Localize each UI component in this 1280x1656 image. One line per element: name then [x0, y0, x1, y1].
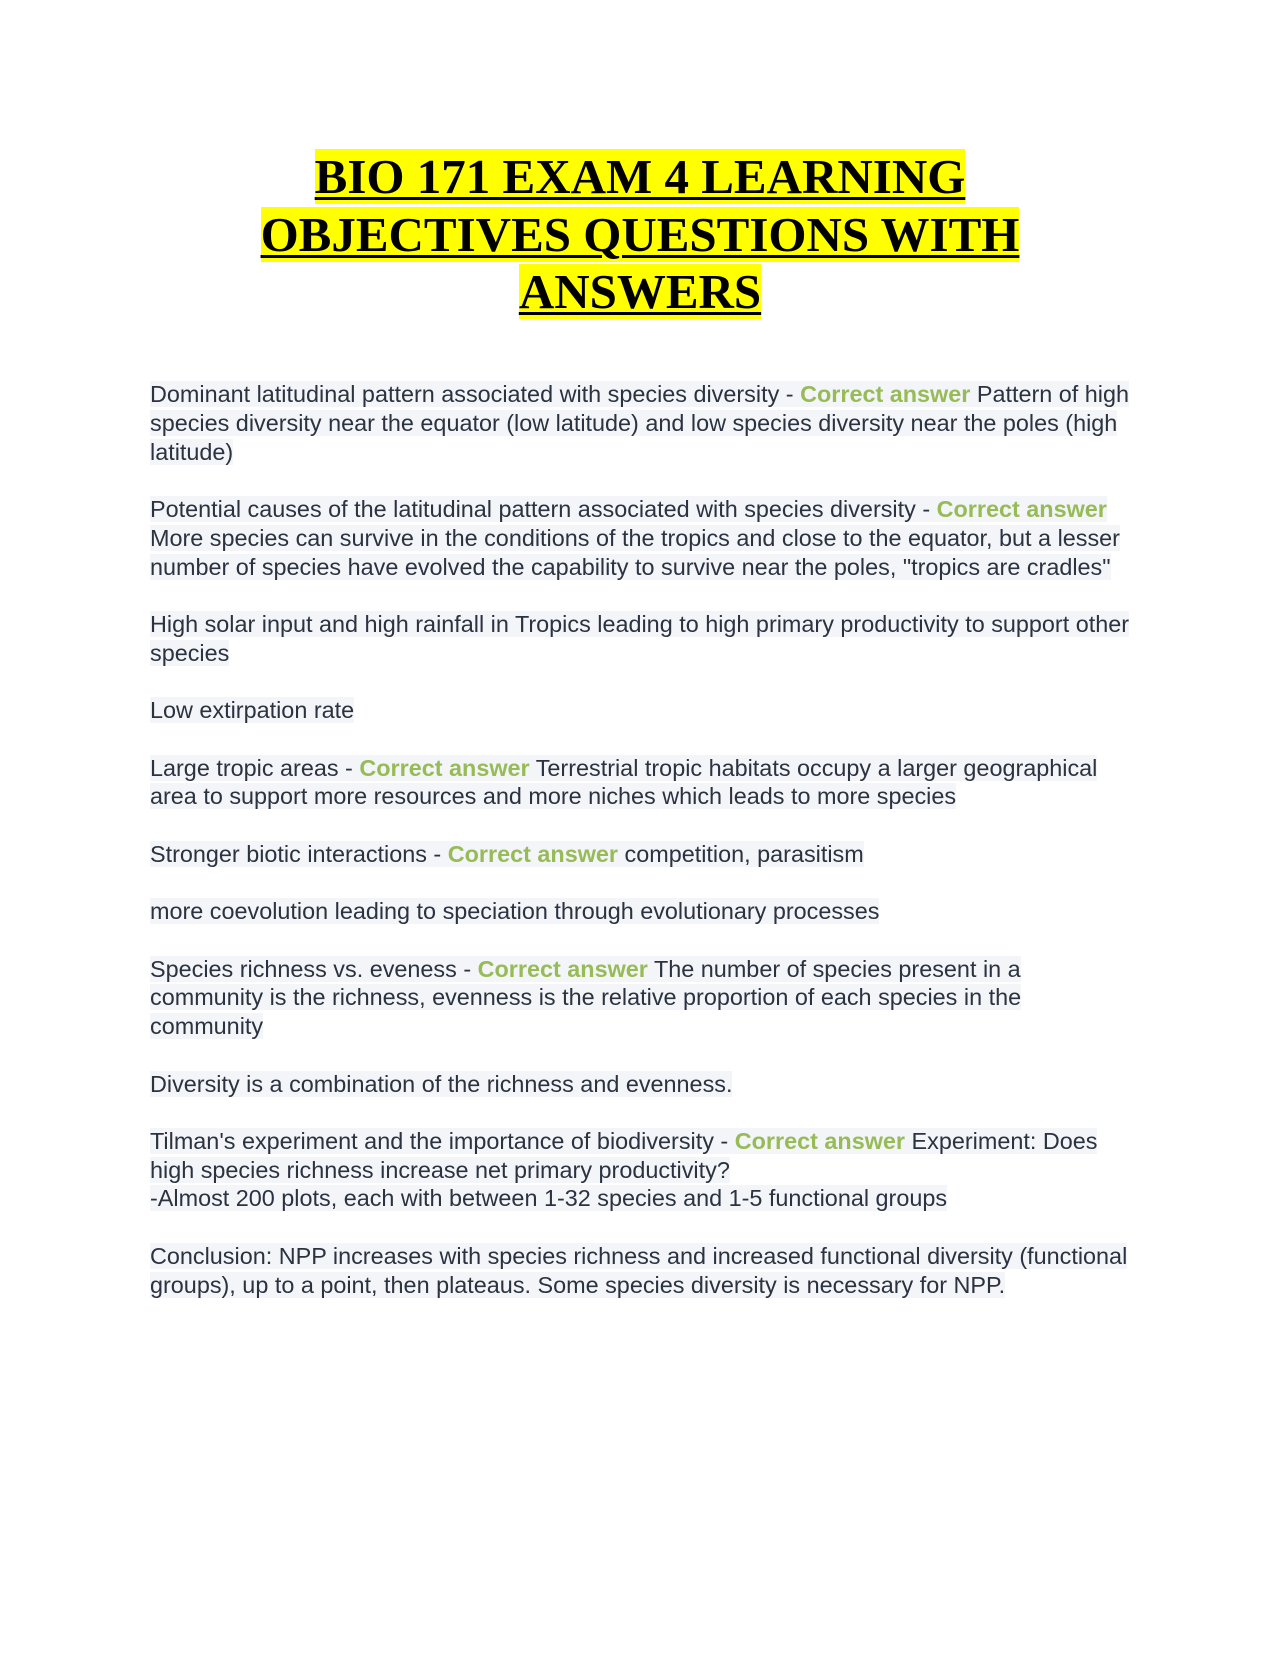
title-line-3: ANSWERS [518, 264, 762, 319]
answer-text: The number of species present in a community is the richness, evenness is the relative proportion of each species in the community [150, 955, 1022, 1040]
note-text: more coevolution leading to speciation through evolutionary processes [150, 898, 880, 925]
title-line-1: BIO 171 EXAM 4 LEARNING [314, 149, 966, 204]
answer-text: Experiment: Does high species richness increase net primary productivity? [150, 1127, 1098, 1183]
question-text: Large tropic areas - [150, 754, 360, 781]
correct-answer-label: Correct answer [447, 840, 619, 867]
qa-entry-tilman-experiment [150, 1127, 1140, 1213]
note-text: Diversity is a combination of the richness and evenness. [150, 1070, 733, 1097]
question-text: Species richness vs. eveness - [150, 955, 478, 982]
qa-entry-biotic-interactions [150, 840, 1140, 869]
answer-text: competition, parasitism [618, 840, 864, 867]
correct-answer-label: Correct answer [477, 955, 648, 982]
correct-answer-label: Correct answer [936, 495, 1107, 522]
note-text: Conclusion: NPP increases with species richness and increased functional diversity (functional groups), up to a point, then plateaus. Some species diversity is necessary for NPP. [150, 1242, 1128, 1298]
qa-entry-large-tropic-areas [150, 754, 1140, 812]
answer-text: Pattern of high species diversity near the equator (low latitude) and low species diversity near the poles (high latitude) [150, 381, 1130, 465]
qa-entry-latitudinal-pattern [150, 380, 1140, 466]
note-diversity-definition [150, 1070, 1140, 1099]
note-text: Low extirpation rate [150, 697, 355, 724]
question-text: Dominant latitudinal pattern associated with species diversity - [150, 381, 801, 407]
note-solar-input [150, 610, 1140, 668]
question-text: Tilman's experiment and the importance of biodiversity - [150, 1127, 735, 1154]
answer-text: More species can survive in the conditions of the tropics and close to the equator, but a lesser number of species have evolved the capability to survive near the poles, "tropics are cradles" [150, 524, 1120, 580]
note-coevolution [150, 897, 1140, 926]
correct-answer-label: Correct answer [734, 1127, 906, 1154]
answer-text-line-2: -Almost 200 plots, each with between 1-32 species and 1-5 functional groups [150, 1185, 948, 1212]
title-line-2: OBJECTIVES QUESTIONS WITH [260, 206, 1020, 262]
answer-text: Terrestrial tropic habitats occupy a larger geographical area to support more resources and more niches which leads to more species [150, 754, 1098, 810]
qa-entry-richness-evenness [150, 955, 1140, 1041]
document-title [150, 148, 1130, 321]
note-extirpation [150, 696, 1140, 725]
correct-answer-label: Correct answer [800, 381, 971, 407]
note-text: High solar input and high rainfall in Tropics leading to high primary productivity to support other species [150, 610, 1130, 666]
qa-entry-potential-causes [150, 495, 1140, 581]
correct-answer-label: Correct answer [359, 754, 530, 781]
note-conclusion [150, 1242, 1140, 1300]
document-body [150, 380, 1140, 1328]
question-text: Potential causes of the latitudinal pattern associated with species diversity - [150, 495, 937, 522]
question-text: Stronger biotic interactions - [150, 840, 448, 867]
